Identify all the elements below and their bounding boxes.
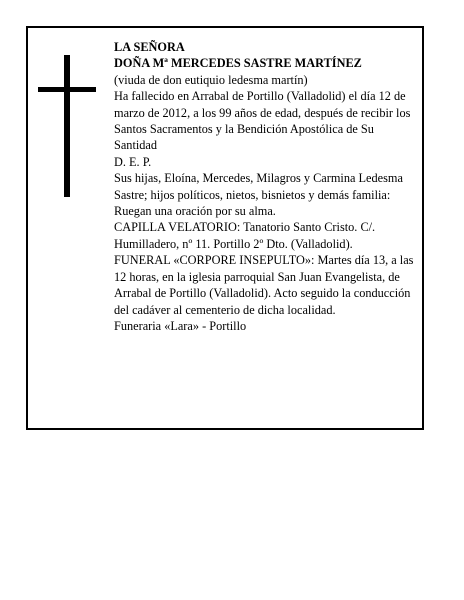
chapel-info: CAPILLA VELATORIO: Tanatorio Santo Cristo. C/. Humilladero, nº 11. Portillo 2º Dto. (Valladolid).: [114, 220, 376, 251]
funeral-info: FUNERAL «CORPORE INSEPULTO»: Martes día 13, a las 12 horas, en la iglesia parroquial San Juan Evangelista, de Arrabal de Portillo (Valladolid). Acto seguido la conducción del cadáver al cementerio de dicha localidad.: [114, 253, 414, 317]
cross-vertical-bar: [64, 55, 70, 197]
dep: D. E. P.: [114, 154, 152, 169]
cross-icon: [38, 55, 96, 197]
funeral-home: Funeraria «Lara» - Portillo: [114, 318, 247, 333]
deceased-name: DOÑA Mª MERCEDES SASTRE MARTÍNEZ: [114, 56, 362, 71]
widow-of: (viuda de don eutiquio ledesma martín): [114, 72, 308, 87]
death-announcement: Ha fallecido en Arrabal de Portillo (Valladolid) el día 12 de marzo de 2012, a los 99 años de edad, después de recibir los Santos Sacramentos y la Bendición Apostólica de Su Santidad: [114, 89, 411, 153]
cross-horizontal-bar: [38, 87, 96, 92]
family-text: Sus hijas, Eloína, Mercedes, Milagros y Carmina Ledesma Sastre; hijos políticos, nietos, bisnietos y demás familia:: [114, 171, 403, 202]
obituary-text: [114, 39, 414, 334]
heading: LA SEÑORA: [114, 40, 185, 54]
prayer-request: Ruegan una oración por su alma.: [114, 204, 276, 219]
